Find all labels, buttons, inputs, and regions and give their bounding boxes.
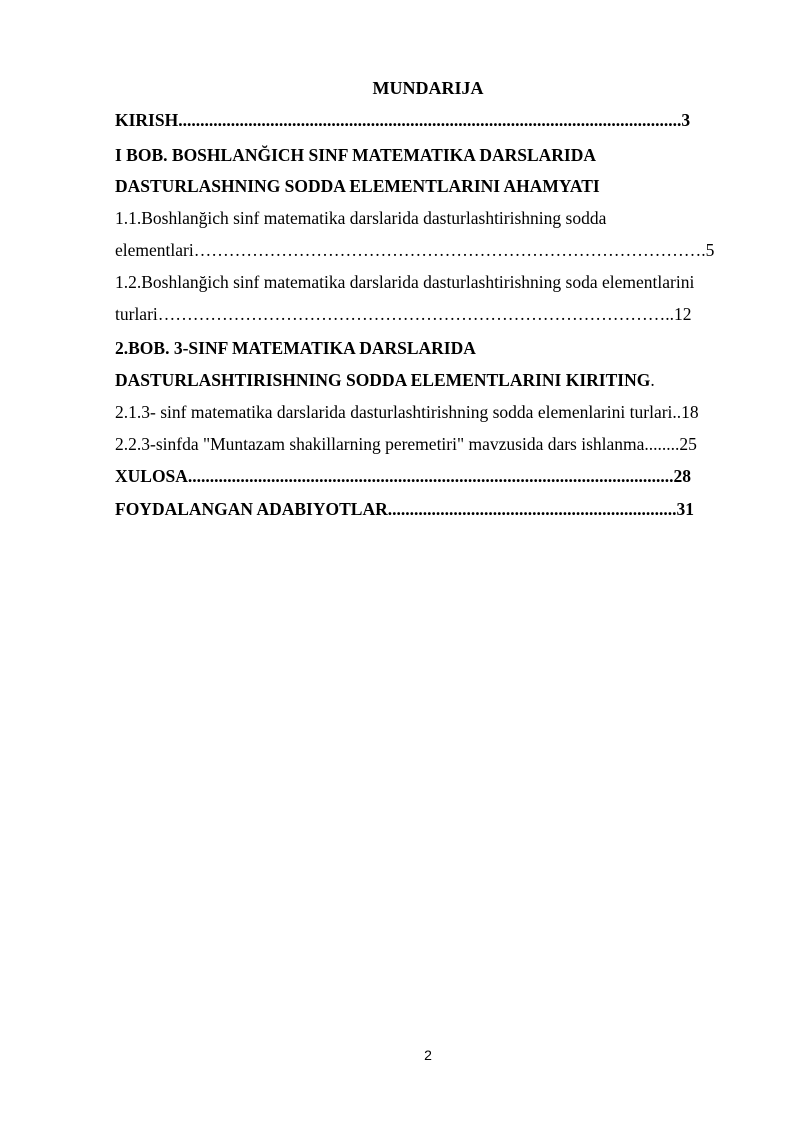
toc-entry-bob2-line2-tail: .	[650, 370, 655, 390]
toc-entry-1-2-line2: turlari……………………………………………………………………………..12	[115, 304, 692, 324]
toc-entry-kirish: KIRISH...................................................................................................................3	[115, 110, 691, 130]
toc-entry-bob2-line1: 2.BOB. 3-SINF MATEMATIKA DARSLARIDA	[115, 338, 476, 358]
toc-entry-1-1-line1: 1.1.Boshlanğich sinf matematika darslarida dasturlashtirishning sodda	[115, 208, 607, 228]
toc-entry-2-2: 2.2.3-sinfda "Muntazam shakillarning peremetiri" mavzusida dars ishlanma........25	[115, 434, 697, 454]
toc-entry-bob1-line2: DASTURLASHNING SODDA ELEMENTLARINI AHAMYATI	[115, 176, 600, 196]
toc-entry-1-2-line1: 1.2.Boshlanğich sinf matematika darslarida dasturlashtirishning soda elementlarini	[115, 272, 695, 292]
toc-entry-bob1-line1: I BOB. BOSHLANĞICH SINF MATEMATIKA DARSLARIDA	[115, 145, 596, 165]
toc-entry-xulosa: XULOSA...............................................................................................................28	[115, 466, 692, 486]
toc-entry-adabiyotlar: FOYDALANGAN ADABIYOTLAR..................................................................31	[115, 499, 694, 519]
toc-entry-1-1-line2: elementlari…………………………………………………………………………….5	[115, 240, 715, 260]
toc-entry-bob2-line2-text: DASTURLASHTIRISHNING SODDA ELEMENTLARINI KIRITING	[115, 370, 651, 390]
toc-entry-2-1: 2.1.3- sinf matematika darslarida dasturlashtirishning sodda elemenlarini turlari..18	[115, 402, 699, 422]
page-number: 2	[424, 1047, 432, 1063]
toc-title: MUNDARIJA	[372, 78, 484, 98]
toc-entry-bob2-line2	[115, 368, 655, 392]
